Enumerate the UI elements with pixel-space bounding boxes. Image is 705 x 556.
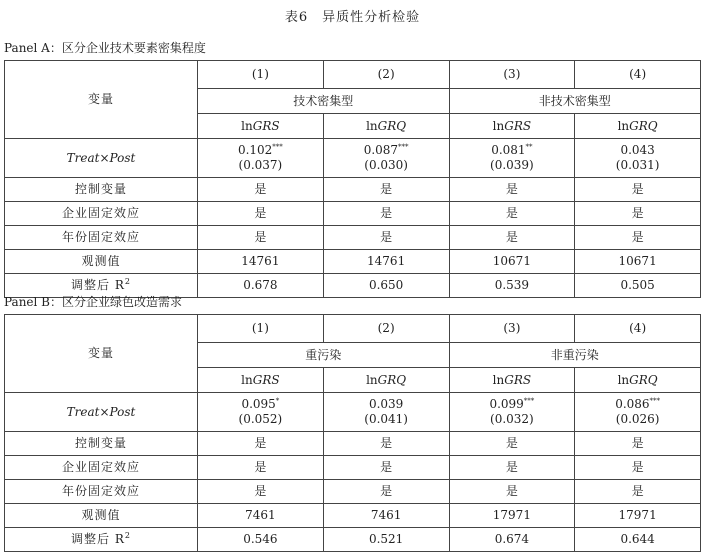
table-cell: 是 [575,456,701,480]
col-num: (1) [198,315,324,343]
table-cell: 14761 [198,250,324,274]
r2-superscript: 2 [124,531,131,540]
table-cell: 7461 [323,504,449,528]
standard-error: (0.039) [490,158,534,172]
coef-cell [575,139,701,178]
table-cell: 是 [449,456,575,480]
panel-b-heading: Panel B：区分企业绿色改造需求 [4,295,182,309]
coef-value: 0.095 [241,397,276,411]
variable-header: 变量 [5,315,198,393]
standard-error: (0.026) [615,412,660,426]
row-label: 企业固定效应 [5,202,198,226]
coef-value: 0.086 [615,397,650,411]
table-cell: 是 [198,480,324,504]
r2-superscript: 2 [124,277,131,286]
row-label: 观测值 [5,250,198,274]
coef-value: 0.043 [620,143,655,157]
var-prefix: ln [492,372,505,387]
coef-cell [449,393,575,432]
table-cell: 17971 [575,504,701,528]
var-prefix: ln [366,372,378,387]
significance-stars: *** [523,397,535,405]
row-label: 控制变量 [5,432,198,456]
table-cell: 是 [575,432,701,456]
var-prefix: ln [241,372,253,387]
dep-var-header [198,368,324,393]
group-header-left: 重污染 [198,343,450,368]
col-num: (4) [575,61,701,89]
panel-a-table [4,60,701,298]
table-cell: 0.674 [449,528,575,552]
significance-stars: *** [649,397,661,405]
var-prefix: ln [492,118,505,133]
dep-var-header [449,368,575,393]
table-cell: 是 [198,456,324,480]
col-num: (3) [449,315,575,343]
standard-error: (0.032) [490,412,534,426]
dep-var-name: GRS [504,372,532,387]
table-cell: 是 [449,480,575,504]
table-cell: 10671 [575,250,701,274]
table-cell: 0.678 [198,274,324,298]
table-cell: 是 [323,480,449,504]
dep-var-name: GRQ [377,118,407,133]
col-num: (4) [575,315,701,343]
col-num: (1) [198,61,324,89]
table-cell: 0.505 [575,274,701,298]
table-cell: 是 [575,202,701,226]
r2-label [5,528,198,552]
dep-var-name: GRS [504,118,532,133]
var-prefix: ln [617,118,630,133]
table-cell: 是 [575,178,701,202]
treat-post-label: Treat×Post [5,139,198,178]
standard-error: (0.037) [238,158,283,172]
table-title: 表6 异质性分析检验 [284,10,421,25]
dep-var-header [323,368,449,393]
variable-header: 变量 [5,61,198,139]
table-cell: 是 [449,178,575,202]
row-label: 年份固定效应 [5,480,198,504]
row-label: 企业固定效应 [5,456,198,480]
standard-error: (0.031) [615,158,660,172]
table-cell: 是 [323,178,449,202]
table-cell: 是 [575,480,701,504]
row-label: 年份固定效应 [5,226,198,250]
dep-var-header [323,114,449,139]
table-cell: 是 [323,456,449,480]
r2-label-text: 调整后 R [71,532,125,546]
significance-stars: * [275,397,280,405]
var-prefix: ln [617,372,630,387]
table-cell: 17971 [449,504,575,528]
standard-error: (0.052) [238,412,283,426]
table-cell: 14761 [323,250,449,274]
dep-var-header [575,368,701,393]
group-header-right: 非重污染 [449,343,701,368]
dep-var-name: GRS [252,118,280,133]
col-num: (2) [323,61,449,89]
var-prefix: ln [366,118,378,133]
coef-cell [198,393,324,432]
dep-var-name: GRS [252,372,280,387]
standard-error: (0.041) [364,412,408,426]
panel-b-table [4,314,701,552]
col-num: (2) [323,315,449,343]
treat-post-label: Treat×Post [5,393,198,432]
dep-var-header [575,114,701,139]
table-cell: 10671 [449,250,575,274]
table-cell: 是 [198,432,324,456]
table-cell: 是 [449,432,575,456]
r2-label-text: 调整后 R [71,278,125,292]
coef-value: 0.102 [237,143,273,157]
dep-var-header [198,114,324,139]
coef-value: 0.087 [363,143,399,157]
table-cell: 是 [449,226,575,250]
coef-cell [323,139,449,178]
col-num: (3) [449,61,575,89]
table-cell: 是 [198,178,324,202]
significance-stars: *** [398,143,409,151]
row-label: 观测值 [5,504,198,528]
coef-value: 0.081 [491,143,526,157]
table-cell: 0.644 [575,528,701,552]
table-cell: 是 [323,432,449,456]
dep-var-name: GRQ [629,118,658,133]
table-cell: 0.521 [323,528,449,552]
standard-error: (0.030) [364,158,408,172]
significance-stars: *** [272,143,283,151]
table-cell: 0.539 [449,274,575,298]
panel-a-heading: Panel A：区分企业技术要素密集程度 [4,41,206,55]
table-cell: 是 [323,226,449,250]
coef-cell [449,139,575,178]
dep-var-name: GRQ [377,372,407,387]
table-cell: 0.650 [323,274,449,298]
table-cell: 是 [575,226,701,250]
var-prefix: ln [241,118,253,133]
table-cell: 是 [449,202,575,226]
table-cell: 是 [198,202,324,226]
coef-cell [198,139,324,178]
dep-var-header [449,114,575,139]
coef-cell [575,393,701,432]
coef-value: 0.039 [368,397,404,411]
dep-var-name: GRQ [629,372,658,387]
table-cell: 0.546 [198,528,324,552]
table-cell: 是 [323,202,449,226]
coef-cell [323,393,449,432]
significance-stars: ** [525,143,533,151]
group-header-left: 技术密集型 [198,89,450,114]
row-label: 控制变量 [5,178,198,202]
group-header-right: 非技术密集型 [449,89,701,114]
coef-value: 0.099 [489,397,524,411]
table-cell: 是 [198,226,324,250]
table-cell: 7461 [198,504,324,528]
